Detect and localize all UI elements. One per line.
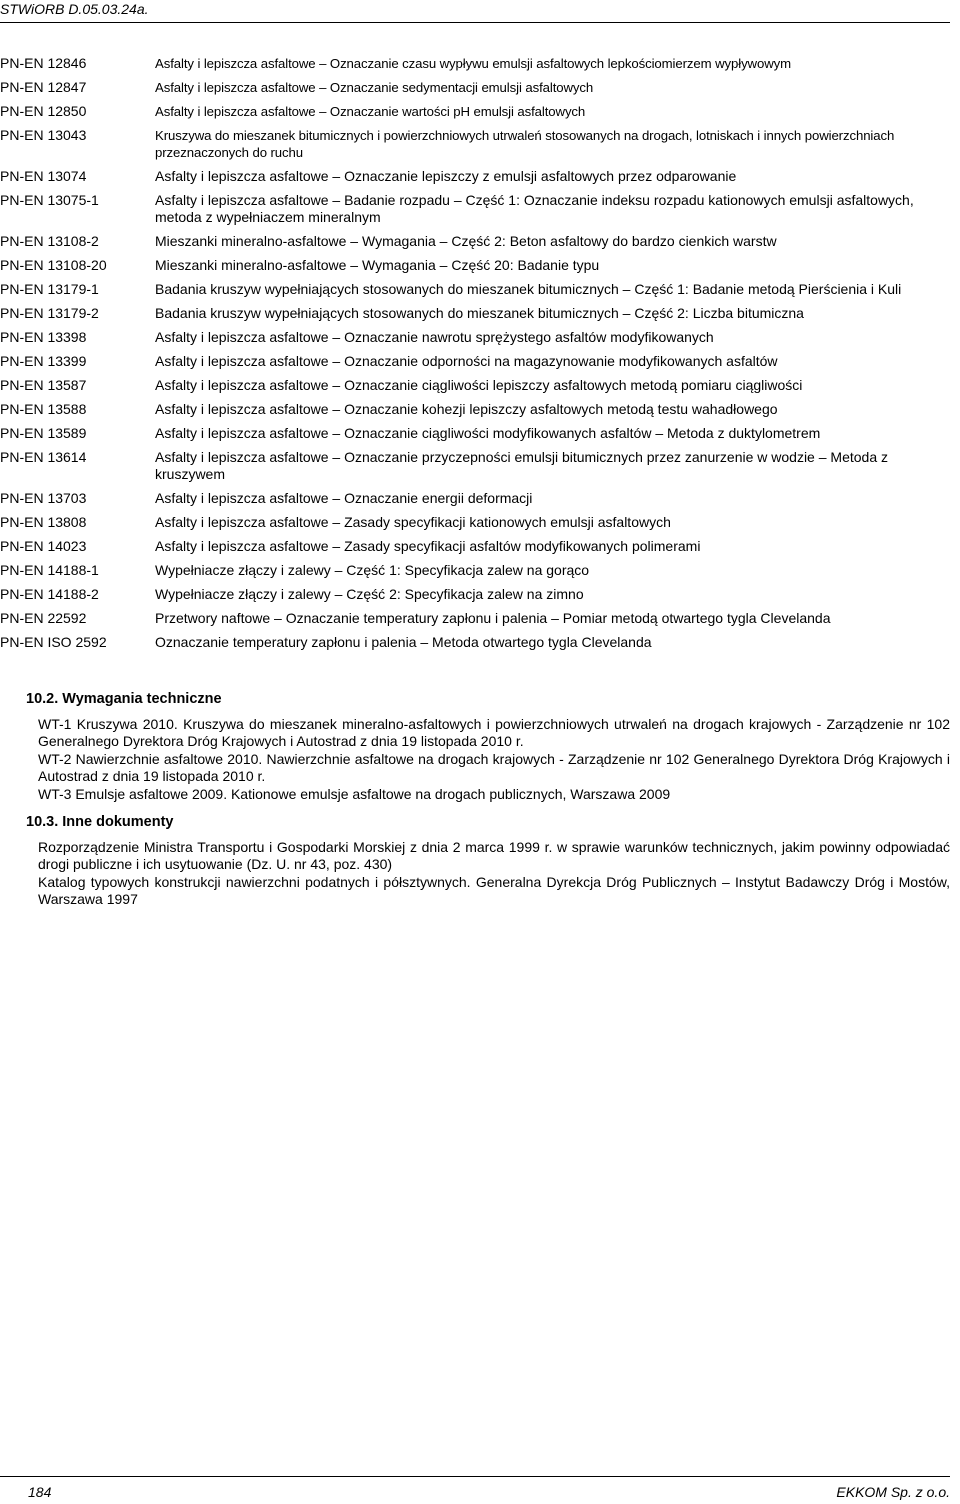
standard-code: PN-EN 13614: [0, 449, 87, 465]
standard-row: [0, 103, 950, 120]
other-documents-section: [26, 813, 950, 908]
section-heading: 10.2. Wymagania techniczne: [26, 691, 222, 707]
page-number: 184: [28, 1484, 52, 1500]
standard-code: PN-EN 14188-2: [0, 586, 99, 602]
standard-title: Kruszywa do mieszanek bitumicznych i powierzchniowych utrwaleń stosowanych na drogach, lotniskach i innych powierzchniach przeznaczonych do ruchu: [155, 128, 895, 160]
standard-row: [0, 127, 950, 161]
standard-row: [0, 192, 950, 226]
standard-code: PN-EN 13703: [0, 490, 87, 506]
standard-code: PN-EN 12847: [0, 79, 87, 95]
standard-title: Badania kruszyw wypełniających stosowanych do mieszanek bitumicznych – Część 1: Badanie metodą Pierścienia i Kuli: [155, 281, 902, 297]
standard-code: PN-EN 22592: [0, 610, 87, 626]
standard-code: PN-EN 13108-20: [0, 257, 107, 273]
standard-row: [0, 449, 950, 483]
standard-code: PN-EN 13588: [0, 401, 87, 417]
standard-title: Przetwory naftowe – Oznaczanie temperatury zapłonu i palenia – Pomiar metodą otwartego tygla Clevelanda: [155, 610, 831, 626]
standard-code: PN-EN 14023: [0, 538, 87, 554]
standard-title: Asfalty i lepiszcza asfaltowe – Badanie rozpadu – Część 1: Oznaczanie indeksu rozpadu kationowych emulsji asfaltowych, metoda z wypełniaczem mineralnym: [155, 192, 914, 225]
standard-row: [0, 281, 950, 298]
standard-code: PN-EN 14188-1: [0, 562, 99, 578]
standard-code: PN-EN 13589: [0, 425, 87, 441]
standard-title: Asfalty i lepiszcza asfaltowe – Oznaczanie energii deformacji: [155, 490, 533, 506]
standard-row: [0, 401, 950, 418]
standard-code: PN-EN 13587: [0, 377, 87, 393]
standard-title: Asfalty i lepiszcza asfaltowe – Zasady specyfikacji asfaltów modyfikowanych polimerami: [155, 538, 701, 554]
standard-row: [0, 305, 950, 322]
standard-row: [0, 610, 950, 627]
standard-row: [0, 538, 950, 555]
standard-code: PN-EN ISO 2592: [0, 634, 107, 650]
section-heading: 10.3. Inne dokumenty: [26, 814, 174, 830]
standard-code: PN-EN 13074: [0, 168, 87, 184]
standard-row: [0, 353, 950, 370]
standard-row: [0, 79, 950, 96]
standard-code: PN-EN 13398: [0, 329, 87, 345]
standard-row: [0, 425, 950, 442]
requirement-item: WT-1 Kruszywa 2010. Kruszywa do mieszanek mineralno-asfaltowych i powierzchniowych utrwaleń na drogach krajowych - Zarządzenie nr 102 Generalnego Dyrektora Dróg Krajowych i Autostrad z dnia 19 listopada 2010 r.: [38, 716, 950, 749]
standard-row: [0, 377, 950, 394]
standard-title: Asfalty i lepiszcza asfaltowe – Oznaczanie lepiszczy z emulsji asfaltowych przez odparowanie: [155, 168, 737, 184]
standard-code: PN-EN 13399: [0, 353, 87, 369]
standard-title: Asfalty i lepiszcza asfaltowe – Oznaczanie kohezji lepiszczy asfaltowych metodą testu wahadłowego: [155, 401, 778, 417]
standard-title: Asfalty i lepiszcza asfaltowe – Oznaczanie ciągliwości modyfikowanych asfaltów – Metoda z duktylometrem: [155, 425, 821, 441]
standard-code: PN-EN 13108-2: [0, 233, 99, 249]
standard-title: Asfalty i lepiszcza asfaltowe – Oznaczanie wartości pH emulsji asfaltowych: [155, 104, 586, 119]
standard-title: Asfalty i lepiszcza asfaltowe – Zasady specyfikacji kationowych emulsji asfaltowych: [155, 514, 671, 530]
standard-code: PN-EN 13043: [0, 127, 87, 143]
standard-code: PN-EN 13808: [0, 514, 87, 530]
standard-code: PN-EN 12846: [0, 55, 87, 71]
standard-title: Asfalty i lepiszcza asfaltowe – Oznaczanie odporności na magazynowanie modyfikowanych asfaltów: [155, 353, 778, 369]
standard-title: Wypełniacze złączy i zalewy – Część 2: Specyfikacja zalew na zimno: [155, 586, 584, 602]
document-item: Rozporządzenie Ministra Transportu i Gospodarki Morskiej z dnia 2 marca 1999 r. w sprawie warunków technicznych, jakim powinny odpowiadać drogi publiczne i ich usytuowanie (Dz. U. nr 43, poz. 430): [38, 839, 950, 872]
standard-title: Asfalty i lepiszcza asfaltowe – Oznaczanie nawrotu sprężystego asfaltów modyfikowanych: [155, 329, 714, 345]
standard-code: PN-EN 13179-1: [0, 281, 99, 297]
company-name: EKKOM Sp. z o.o.: [836, 1484, 950, 1500]
standard-row: [0, 233, 950, 250]
standard-code: PN-EN 13179-2: [0, 305, 99, 321]
standards-list: [0, 55, 950, 658]
standard-row: [0, 586, 950, 603]
standard-title: Oznaczanie temperatury zapłonu i palenia – Metoda otwartego tygla Clevelanda: [155, 634, 652, 650]
standard-row: [0, 257, 950, 274]
standard-title: Asfalty i lepiszcza asfaltowe – Oznaczanie ciągliwości lepiszczy asfaltowych metodą pomiaru ciągliwości: [155, 377, 803, 393]
requirement-item: WT-2 Nawierzchnie asfaltowe 2010. Nawierzchnie asfaltowe na drogach krajowych - Zarządzenie nr 102 Generalnego Dyrektora Dróg Krajowych i Autostrad z dnia 19 listopada 2010 r.: [38, 751, 950, 784]
standard-code: PN-EN 12850: [0, 103, 87, 119]
standard-row: [0, 634, 950, 651]
standard-title: Mieszanki mineralno-asfaltowe – Wymagania – Część 2: Beton asfaltowy do bardzo cienkich warstw: [155, 233, 777, 249]
standard-code: PN-EN 13075-1: [0, 192, 99, 208]
standard-title: Wypełniacze złączy i zalewy – Część 1: Specyfikacja zalew na gorąco: [155, 562, 590, 578]
standard-title: Asfalty i lepiszcza asfaltowe – Oznaczanie sedymentacji emulsji asfaltowych: [155, 80, 594, 95]
standard-row: [0, 562, 950, 579]
page-header: [0, 0, 950, 23]
requirement-item: WT-3 Emulsje asfaltowe 2009. Kationowe emulsje asfaltowe na drogach publicznych, Warszawa 2009: [38, 786, 671, 802]
standard-row: [0, 55, 950, 72]
standard-row: [0, 490, 950, 507]
standard-row: [0, 168, 950, 185]
standard-title: Badania kruszyw wypełniających stosowanych do mieszanek bitumicznych – Część 2: Liczba bitumiczna: [155, 305, 804, 321]
tech-requirements-section: [26, 690, 950, 803]
standard-row: [0, 329, 950, 346]
page-footer: [0, 1476, 950, 1501]
document-item: Katalog typowych konstrukcji nawierzchni podatnych i półsztywnych. Generalna Dyrekcja Dróg Publicznych – Instytut Badawczy Dróg i Mostów, Warszawa 1997: [38, 874, 950, 907]
standard-title: Asfalty i lepiszcza asfaltowe – Oznaczanie przyczepności emulsji bitumicznych przez zanurzenie w wodzie – Metoda z kruszywem: [155, 449, 888, 482]
standard-row: [0, 514, 950, 531]
document-id: STWiORB D.05.03.24a.: [0, 1, 149, 17]
standard-title: Mieszanki mineralno-asfaltowe – Wymagania – Część 20: Badanie typu: [155, 257, 600, 273]
standard-title: Asfalty i lepiszcza asfaltowe – Oznaczanie czasu wypływu emulsji asfaltowych lepkościomierzem wypływowym: [155, 56, 792, 71]
